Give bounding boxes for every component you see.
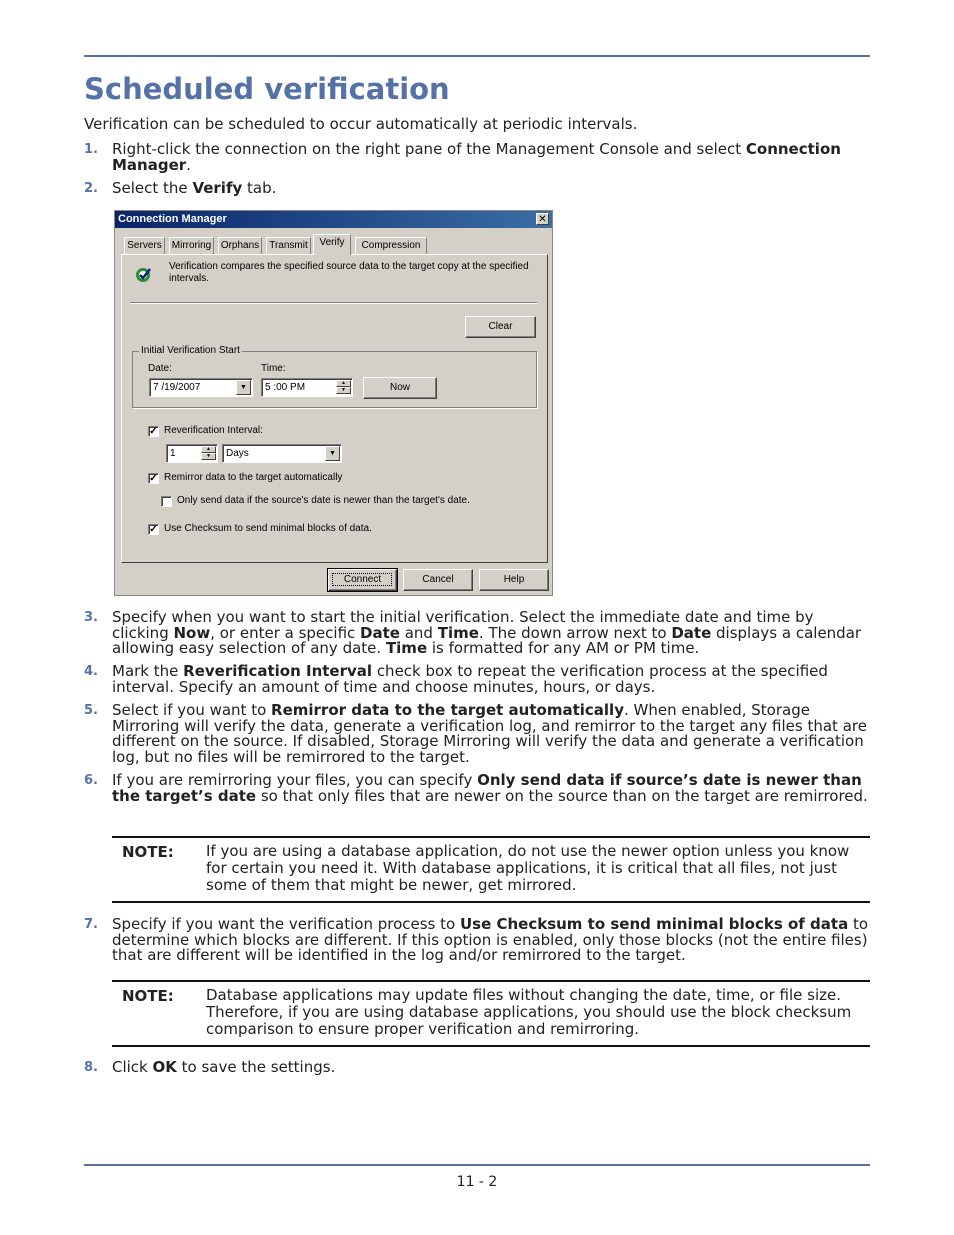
- note-box: [112, 980, 870, 1047]
- check-icon: ✓: [149, 426, 158, 437]
- step-text: Click OK to save the settings.: [112, 1058, 336, 1076]
- step-text: If you are remirroring your files, you can specify Only send data if source’s date is newer than the target’s date so that only files that are newer on the source than on the target are remirrored.: [112, 771, 868, 805]
- step-text: Right-click the connection on the right pane of the Management Console and select Connection Manager.: [112, 140, 841, 174]
- note-text: Database applications may update files without changing the date, time, or file size. Therefore, if you are using database applications, you should use the block checksum comparison to ensure proper verification and remirroring.: [206, 986, 852, 1038]
- note-box: [112, 836, 870, 903]
- remirror-label: Remirror data to the target automatically: [164, 472, 343, 483]
- cancel-button[interactable]: Cancel: [403, 569, 473, 591]
- bottom-rule: [84, 1164, 870, 1166]
- check-icon: ✓: [149, 473, 158, 484]
- top-rule: [84, 55, 870, 57]
- interval-unit-select[interactable]: [222, 444, 342, 463]
- note-text: If you are using a database application, do not use the newer option unless you know for certain you need it. With database applications, it is critical that all files, not just some of them that might be newer, get mirrored.: [206, 842, 850, 894]
- interval-field[interactable]: [166, 444, 218, 463]
- connect-label: Connect: [343, 574, 382, 585]
- tab-orphans[interactable]: Orphans: [218, 237, 262, 254]
- step-number: 1.: [84, 142, 98, 157]
- divider: [130, 302, 537, 304]
- dialog-title: Connection Manager: [118, 213, 227, 225]
- step-number: 5.: [84, 703, 98, 718]
- close-icon[interactable]: ✕: [536, 213, 549, 225]
- tab-verify[interactable]: Verify: [313, 234, 351, 255]
- connect-button[interactable]: [328, 569, 397, 591]
- interval-spinner[interactable]: ▲ ▼: [201, 446, 216, 461]
- newer-label: Only send data if the source's date is newer than the target's date.: [177, 495, 470, 506]
- tab-transmit[interactable]: Transmit: [266, 237, 311, 254]
- step-number: 3.: [84, 610, 98, 625]
- focus-ring: [332, 573, 392, 586]
- step-text: Specify when you want to start the initial verification. Select the immediate date and time by clicking Now, or enter a specific Date and Time. The down arrow next to Date displays a calendar allowing easy selection of any date. Time is formatted for any AM or PM time.: [112, 608, 862, 657]
- remirror-checkbox[interactable]: [148, 473, 159, 484]
- intro-text: Verification can be scheduled to occur automatically at periodic intervals.: [84, 115, 638, 133]
- date-value: 7 /19/2007: [153, 382, 201, 393]
- tab-mirroring[interactable]: Mirroring: [169, 237, 214, 254]
- verify-description: Verification compares the specified source data to the target copy at the specified intervals.: [169, 261, 529, 284]
- date-label: Date:: [148, 363, 172, 374]
- page-number: 11 - 2: [456, 1174, 498, 1190]
- verify-icon: [133, 264, 155, 286]
- time-spinner[interactable]: ▲ ▼: [336, 380, 351, 395]
- step-text: Select if you want to Remirror data to the target automatically. When enabled, Storage Mirroring will verify the data, generate a verification log, and remirror to the target any files that are different on the source. If disabled, Storage Mirroring will verify the data and generate a verification log, but no files will be remirrored to the target.: [112, 701, 867, 766]
- newer-checkbox[interactable]: [161, 496, 172, 507]
- verify-panel: [121, 254, 548, 563]
- step-text: Mark the Reverification Interval check box to repeat the verification process at the specified interval. Specify an amount of time and choose minutes, hours, or days.: [112, 662, 828, 696]
- step-number: 6.: [84, 773, 98, 788]
- now-button[interactable]: Now: [363, 377, 437, 399]
- reverify-label: Reverification Interval:: [164, 425, 263, 436]
- checksum-label: Use Checksum to send minimal blocks of data.: [164, 523, 372, 534]
- tab-servers[interactable]: Servers: [124, 237, 165, 254]
- check-icon: ✓: [149, 524, 158, 535]
- dialog-title-bar: [115, 211, 552, 228]
- step-text: Specify if you want the verification process to Use Checksum to send minimal blocks of data to determine which blocks are different. If this option is enabled, only those blocks (not the entire files) that are different will be identified in the log and/or remirrored to the target.: [112, 915, 869, 964]
- time-field[interactable]: [261, 378, 353, 397]
- step-text: Select the Verify tab.: [112, 179, 277, 197]
- interval-value: 1: [170, 448, 176, 459]
- clear-button[interactable]: Clear: [465, 316, 536, 338]
- reverify-checkbox[interactable]: [148, 426, 159, 437]
- help-button[interactable]: Help: [479, 569, 549, 591]
- page-title: Scheduled verification: [84, 72, 450, 106]
- initial-verification-group: [132, 345, 537, 408]
- step-number: 4.: [84, 664, 98, 679]
- note-label: NOTE:: [122, 843, 174, 861]
- step-number: 7.: [84, 917, 98, 932]
- date-picker[interactable]: [149, 378, 253, 397]
- note-label: NOTE:: [122, 987, 174, 1005]
- chevron-down-icon[interactable]: ▼: [236, 380, 251, 395]
- time-value: 5 :00 PM: [265, 382, 306, 393]
- time-label: Time:: [261, 363, 286, 374]
- interval-unit-value: Days: [226, 448, 249, 459]
- step-number: 2.: [84, 181, 98, 196]
- checksum-checkbox[interactable]: [148, 524, 159, 535]
- group-title: Initial Verification Start: [141, 345, 240, 356]
- chevron-down-icon[interactable]: ▼: [325, 446, 340, 461]
- step-number: 8.: [84, 1060, 98, 1075]
- tab-compression[interactable]: Compression: [355, 237, 427, 254]
- connection-manager-dialog: [114, 210, 553, 596]
